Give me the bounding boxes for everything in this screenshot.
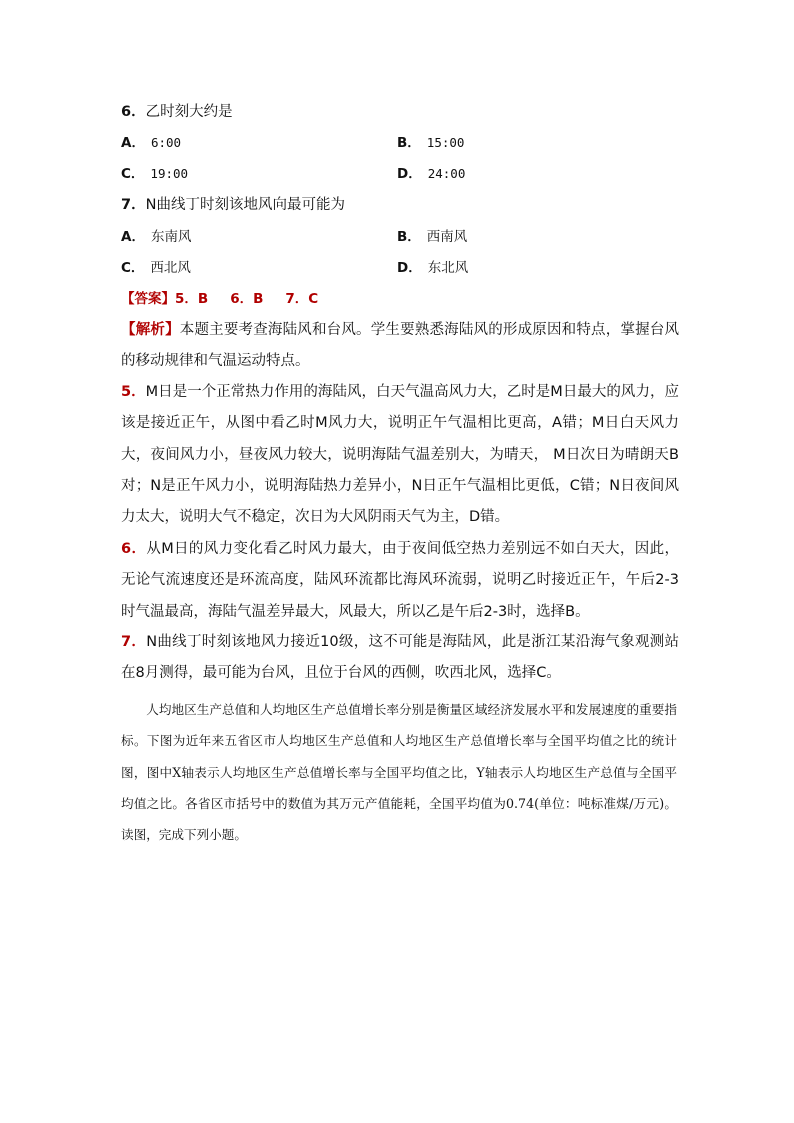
question-6-option-a: A． 6:00 [121, 135, 182, 151]
answer-item: 6．B [230, 291, 264, 307]
explanation-7 [121, 627, 679, 690]
analysis-label: 【解析】 [121, 322, 180, 338]
answer-item: 7．C [285, 291, 319, 307]
question-7-stem [121, 195, 345, 215]
answer-line [121, 289, 340, 309]
explanation-number: 7． [121, 634, 147, 650]
question-7-option-a: A． 东南风 [121, 229, 192, 245]
question-6-option-d: D． 24:00 [397, 166, 466, 182]
question-text: N曲线丁时刻该地风向最可能为 [145, 197, 345, 213]
question-number: 6． [121, 104, 146, 120]
explanation-number: 6． [121, 541, 147, 557]
question-7-option-b: B． 西南风 [397, 229, 468, 245]
explanation-text: N曲线丁时刻该地风力接近10级，这不可能是海陆风，此是浙江某沿海气象观测站在8月测得，最可能为台风，且位于台风的西侧，吹西北风，选择C。 [121, 634, 680, 682]
answer-label: 【答案】 [121, 291, 175, 307]
question-number: 7． [121, 197, 146, 213]
explanation-number: 5． [121, 384, 146, 400]
question-7-option-d: D． 东北风 [397, 260, 469, 276]
analysis-text: 本题主要考查海陆风和台风。学生要熟悉海陆风的形成原因和特点，掌握台风的移动规律和气温运动特点。 [121, 322, 680, 370]
analysis-paragraph [121, 315, 679, 378]
question-6-stem [121, 102, 233, 122]
answer-item: 5．B [175, 291, 209, 307]
explanation-text: 从M日的风力变化看乙时风力最大，由于夜间低空热力差别远不如白天大，因此，无论气流速度还是环流高度，陆风环流都比海风环流弱，说明乙时接近正午，午后2-3时气温最高，海陆气温差异最大，风最大，所以乙是午后2-3时，选择B。 [121, 541, 680, 620]
question-text: 乙时刻大约是 [145, 104, 233, 120]
explanation-text: M日是一个正常热力作用的海陆风，白天气温高风力大，乙时是M日最大的风力，应该是接近正午，从图中看乙时M风力大，说明正午气温相比更高，A错；M日白天风力大，夜间风力小，昼夜风力较大，说明海陆气温差别大，为晴天， M日次日为晴朗天B对；N是正午风力小，说明海陆热力差异小，N日正午气温相比更低，C错；N日夜间风力太大，说明大气不稳定，次日为大风阴雨天气为主，D错。 [121, 384, 679, 526]
question-6-option-b: B． 15:00 [397, 135, 465, 151]
question-7-option-c: C． 西北风 [121, 260, 191, 276]
explanation-6 [121, 534, 679, 628]
material-paragraph: 人均地区生产总值和人均地区生产总值增长率分别是衡量区域经济发展水平和发展速度的重要指标。下图为近年来五省区市人均地区生产总值和人均地区生产总值增长率与全国平均值之比的统计图，图中X轴表示人均地区生产总值增长率与全国平均值之比，Y轴表示人均地区生产总值与全国平均值之比。各省区市括号中的数值为其万元产值能耗，全国平均值为0.74(单位：吨标准煤/万元)。读图，完成下列小题。 [121, 702, 677, 843]
explanation-5 [121, 377, 679, 533]
question-6-option-c: C． 19:00 [121, 166, 189, 182]
